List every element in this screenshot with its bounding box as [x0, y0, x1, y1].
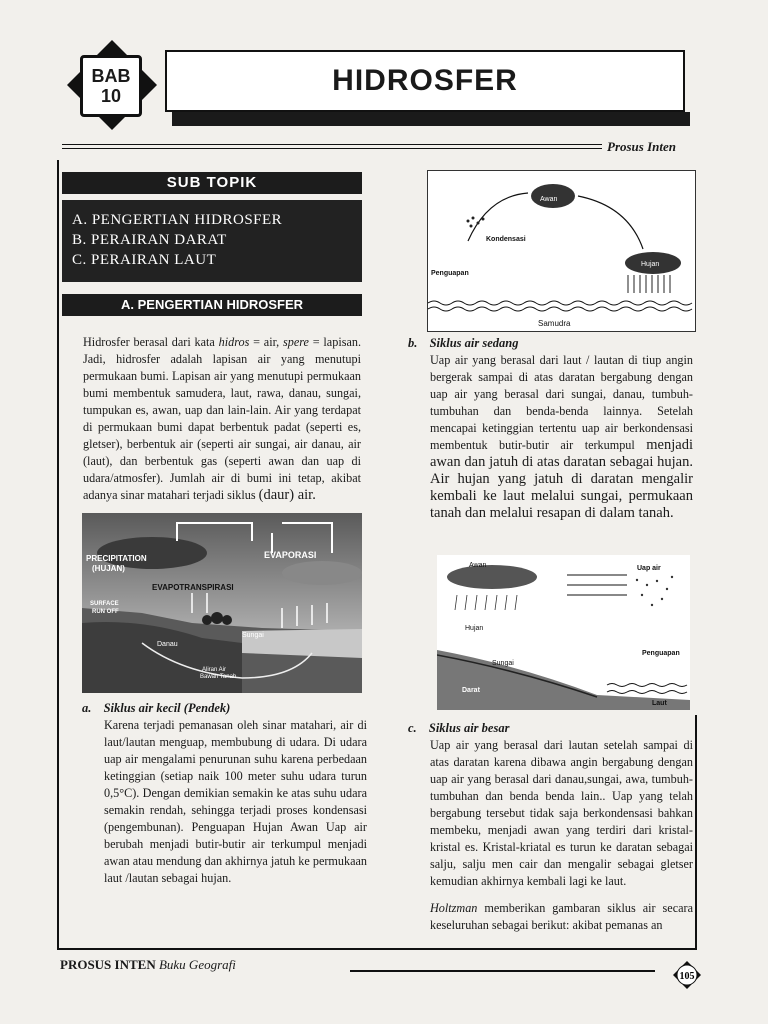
- chapter-label: BAB: [91, 66, 131, 86]
- subsection-title: Siklus air sedang: [429, 336, 519, 350]
- label-danau: Danau: [157, 641, 178, 648]
- rain-cloud-icon: [447, 565, 537, 589]
- section-heading: A. PENGERTIAN HIDROSFER: [62, 294, 362, 316]
- siklus-kecil: [82, 700, 367, 887]
- subsection-title: Siklus air kecil (Pendek): [103, 701, 231, 715]
- label-laut: Laut: [652, 700, 667, 707]
- label-aliran: Aliran Air: [202, 667, 227, 673]
- label-evaporasi: EVAPORASI: [264, 550, 317, 560]
- label-uap-air: Uap air: [637, 565, 661, 572]
- label-runoff: RUN OFF: [92, 609, 119, 615]
- header-rule: [62, 144, 602, 149]
- label-evapotranspirasi: EVAPOTRANSPIRASI: [152, 583, 234, 592]
- label-hujan: (HUJAN): [92, 564, 125, 573]
- small-cycle-figure: [427, 170, 696, 332]
- marker: a.: [82, 701, 92, 715]
- text-run: menjadi awan dan jatuh di atas daratan sebagai hujan. Air hujan yang jatuh di daratan mengalir kembali ke laut melalui sungai, permukaan tanah dan melalui resapan di dalam tanah.: [430, 437, 693, 521]
- chapter-number: 10: [100, 86, 122, 106]
- text-run: Uap air yang berasal dari laut / lautan di tiup angin bergerak sampai di atas daratan bergabung dengan uap air yang berasal dari sungai, danau, tumbuh-tumbuhan dan benda-benda lainnya. Setelah mencapai ketinggian tertentu uap air berkondensasi membentuk butir-butir air terkumpul: [430, 353, 693, 452]
- frame-left: [57, 160, 59, 950]
- subtopik-item: A. PENGERTIAN HIDROSFER: [72, 212, 283, 228]
- text-run: Hidrosfer berasal dari kata: [83, 335, 219, 349]
- footer-book-title: Buku Geografi: [158, 957, 236, 972]
- label-penguapan: Penguapan: [642, 650, 680, 657]
- subtopik-heading: SUB TOPIK: [62, 172, 362, 194]
- subsection-text: Karena terjadi pemanasan oleh sinar matahari, air di laut/lautan menguap, membubung di udara. Di udara uap air mengalami penurunan suhu karena perbedaan ketinggian (setiap naik 100 meter suhu udara turun 0,5°C). Dengan demikian semakin ke atas suhu udara semakin rendah, sehingga terjadi proses kondensasi (pengembunan). Penguapan Hujan Awan Uap air berubah menjadi butir-butir air terkumpul menjadi awan atau mendung dan akhirnya jatuh ke permukaan laut /lautan sebagai hujan.: [104, 718, 367, 885]
- term-spere: spere: [283, 335, 309, 349]
- brand-header: Prosus Inten: [607, 139, 676, 154]
- label-bawah-tanah: Bawah Tanah: [200, 674, 237, 680]
- label-surface: SURFACE: [90, 601, 119, 607]
- label-precipitation: PRECIPITATION: [86, 554, 147, 563]
- holtzman-paragraph: [430, 900, 693, 934]
- text-run: = lapisan. Jadi, hidrosfer adalah lapisan air yang menutupi permukaan bumi. Lapisan air yang menutupi permukaan bumi membentuk samudera, laut, rawa, danau, sungai, tumpukan es, awan, uap dan lain-lain. Air yang terdapat di permukaan bumi dapat berbentuk padat (seperti es, gletser), berbentuk air (seperti air sungai, air danau, air (laut), dan berbentuk gas (seperti awan dan uap di udara/atmosfer). Jumlah air di bumi ini tetap, akibat adanya sinar matahari terjadi siklus: [83, 335, 361, 502]
- medium-cycle-figure: [437, 555, 690, 710]
- subtopik-list: [62, 200, 362, 282]
- label-awan: Awan: [540, 196, 558, 203]
- label-penguapan: Penguapan: [431, 270, 469, 277]
- marker: c.: [408, 721, 417, 735]
- text-run: = air,: [249, 335, 284, 349]
- title-shadow: [172, 112, 690, 126]
- term-hidros: hidros: [218, 335, 250, 349]
- text-run: (daur) air.: [258, 487, 316, 503]
- author-name: Holtzman: [430, 901, 478, 915]
- marker: b.: [408, 336, 418, 350]
- chapter-title: HIDROSFER: [165, 50, 685, 112]
- subtopik-item: B. PERAIRAN DARAT: [72, 232, 227, 248]
- chapter-badge: [80, 55, 142, 117]
- page-number: 105: [679, 971, 695, 982]
- siklus-sedang: [408, 335, 693, 522]
- text-run: memberikan gambaran siklus air secara keseluruhan sebagai berikut: akibat pemanas an: [430, 901, 693, 932]
- label-sungai: Sungai: [242, 632, 264, 639]
- subsection-text: [430, 352, 693, 522]
- footer-brand: [60, 957, 236, 973]
- subsection-text: Uap air yang berasal dari lautan setelah sampai di atas daratan karena dibawa angin bergabung dengan uap air yang berasal dari danau,sungai, awa, tumbuh-tumbuhan dan benda benda lain.. Uap yang telah bergabung tersebut tidak saja berkondensasi bahkan membeku, menjadi awan yang terdiri dari kristal-kristal es. Kristal-kriatal es turun ke daratan sebagai salju, salju men cair dan mengalir sebagai gletser kemudian akhirnya kembali lagi ke laut.: [430, 738, 693, 888]
- intro-paragraph: [83, 334, 361, 504]
- label-hujan: Hujan: [641, 261, 660, 268]
- footer-brand-name: PROSUS INTEN: [60, 957, 156, 972]
- siklus-besar: [408, 720, 693, 934]
- frame-right: [695, 715, 697, 950]
- label-hujan: Hujan: [465, 625, 484, 632]
- page-number-badge: [672, 960, 702, 990]
- label-awan: Awan: [469, 562, 487, 569]
- frame-bottom: [57, 948, 697, 950]
- subsection-title: Siklus air besar: [428, 721, 510, 735]
- label-darat: Darat: [462, 687, 480, 694]
- subtopik-item: C. PERAIRAN LAUT: [72, 252, 217, 268]
- footer-rule: [350, 970, 655, 972]
- label-sungai: Sungai: [492, 660, 514, 667]
- cloud-icon: [282, 561, 362, 585]
- water-cycle-figure: [82, 513, 362, 693]
- label-kondensasi: Kondensasi: [486, 236, 526, 243]
- label-samudra: Samudra: [538, 319, 571, 328]
